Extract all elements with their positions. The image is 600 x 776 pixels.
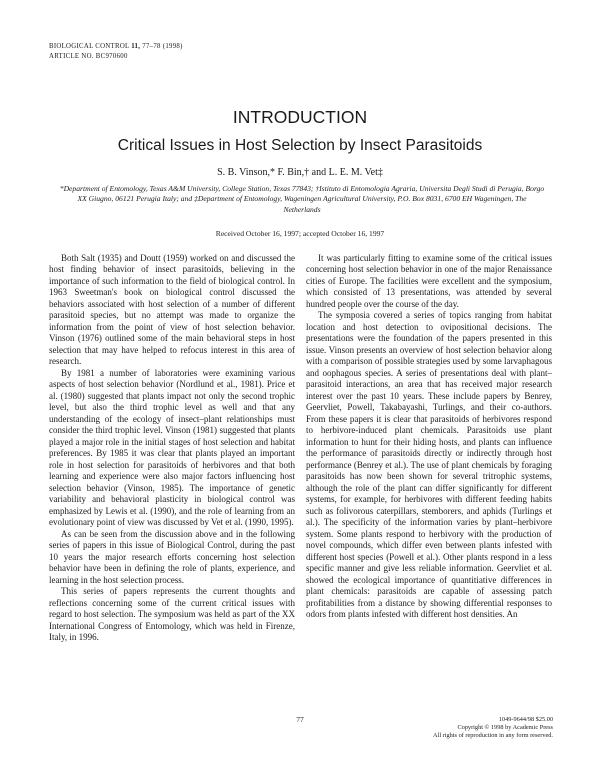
rights-line: All rights of reproduction in any form reserved. (433, 732, 553, 740)
journal-header (49, 42, 183, 61)
left-column (49, 253, 295, 643)
paragraph: Both Salt (1935) and Doutt (1959) worked on and discussed the host finding behavior of insect parasitoids, believing in the importance of such information to the field of biological control. In 1963 Sweetman's book on biological control discussed the behaviors associated with host selection of a number of different parasitoid species, but no attempt was made to organize the information from the point of view of host selection behavior. Vinson (1976) outlined some of the main behavioral steps in host selection that may have helped to refocus interest in this area of research. (49, 253, 295, 367)
issn-price: 1049-9644/98 $25.00 (498, 716, 553, 723)
paragraph: By 1981 a number of laboratories were examining various aspects of host selection behavior (Nordlund et al., 1981). Price et al. (1980) suggested that plants impact not only the second trophic level, but also the third trophic level as well and that any understanding of the ecology of insect–plant relationships must consider the third trophic level. Vinson (1981) suggested that plants played a major role in the initial stages of host selection and habitat preferences. By 1985 it was clear that plants played an important role in host selection for parasitoids of herbivores and that both learning and experience were also major factors influencing host selection behavior (Vinson, 1985). The importance of genetic variability and behavioral plasticity in biological control was emphasized by Lewis et al. (1990), and the role of learning from an evolutionary point of view was discussed by Vet et al. (1990, 1995). (49, 367, 295, 528)
author-list: S. B. Vinson,* F. Bin,† and L. E. M. Vet‡ (217, 167, 383, 178)
affiliations: *Department of Entomology, Texas A&M University, College Station, Texas 77843; †Istituto di Entomologia Agraria, Universita Degli Studi di Perugia, Borgo XX Giugno, 06121 Perugia Italy; and ‡Department of Entomology, Wageningen Agricultural University, P.O. Box 8031, 6700 EH Wageningen, The Netherlands (59, 184, 545, 214)
received-dates: Received October 16, 1997; accepted October 16, 1997 (215, 229, 385, 238)
paragraph: This series of papers represents the current thoughts and reflections concerning some of the current critical issues with regard to host selection. The symposium was held as part of the XX International Congress of Entomology, which was held in Firenze, Italy, in 1996. (49, 586, 295, 642)
journal-pages-year: 77–78 (1998) (142, 43, 183, 50)
copyright-line: Copyright © 1998 by Academic Press (457, 724, 553, 732)
section-title: INTRODUCTION (232, 107, 368, 127)
paragraph: As can be seen from the discussion above and in the following series of papers in this issue of Biological Control, during the past 10 years the major research efforts concerning host selection behavior have been in defining the role of plants, experience, and learning in the host selection process. (49, 528, 295, 585)
copyright-block (433, 716, 553, 741)
paragraph: The symposia covered a series of topics ranging from habitat location and host detection to ovipositional decisions. The presentations were the foundation of the papers presented in this issue. Vinson presents an overview of host selection behavior along with a comparison of possible strategies used by some larvaphagous and oophagous species. A series of presentations deal with plant–parasitoid interactions, an area that has received major research interest over the past 10 years. These include papers by Benrey, Geervliet, Powell, Takabayashi, Turlings, and their co-authors. From these papers it is clear that parasitoids of herbivores respond to herbivore-induced plant chemicals. Parasitoids use plant information to hunt for their hiding hosts, and plants can influence the performance of parasitoids directly or indirectly through host performance (Benrey et al.). The use of plant chemicals by foraging parasitoids has now been shown for several tritrophic systems, although the role of the plant can differ significantly for different systems, for example, for herbivores with different feeding habits such as folivorous caterpillars, stemborers, and aphids (Turlings et al.). The specificity of the information varies by plant–herbivore system. Some plants respond to herbivory with the production of novel compounds, which differ even between plants infested with different host species (Powell et al.). Other plants respond in a less specific manner and give less reliable information. Geervliet et al. showed the ecological importance of quantitiative differences in plant chemicals: parasitoids are capable of assessing patch profitabilities from a distance by showing differential responses to odors from plants infested with different host densities. An (306, 310, 552, 620)
page-number: 77 (296, 715, 304, 724)
article-number: ARTICLE NO. BC970600 (49, 52, 128, 60)
journal-citation (49, 42, 183, 52)
journal-volume: 11, (131, 43, 141, 50)
paper-title: Critical Issues in Host Selection by Insect Parasitoids (117, 137, 483, 154)
right-column (306, 253, 552, 621)
journal-name: BIOLOGICAL CONTROL (49, 43, 130, 50)
paragraph: It was particularly fitting to examine some of the critical issues concerning host selection behavior in one of the major Renaissance cities of Europe. The facilities were excellent and the symposium, which consisted of 13 presentations, was attended by several hundred people over the course of the day. (306, 253, 552, 309)
